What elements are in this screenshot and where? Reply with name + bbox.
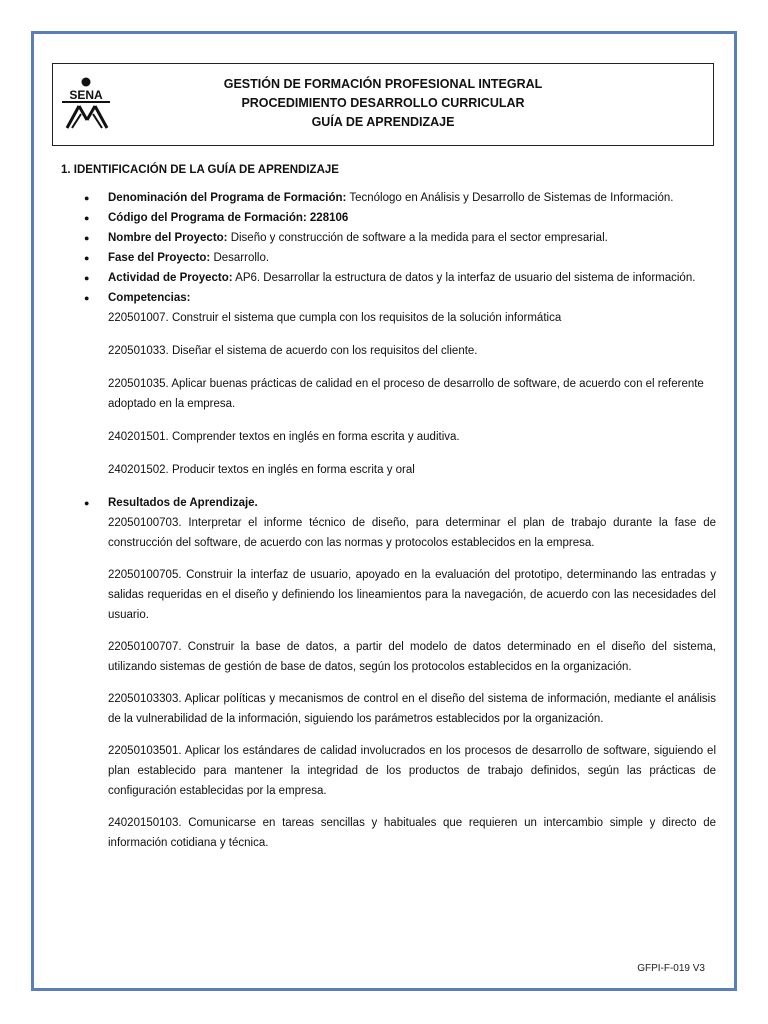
resultado-item: 22050100705. Construir la interfaz de usuario, apoyado en la evaluación del prototipo, determinando las entradas y salidas requeridas en el diseño y definiendo los lineamientos para la navegación, de acuerdo con las necesidades del usuario. <box>108 569 716 621</box>
resultado-item: 22050100703. Interpretar el informe técnico de diseño, para determinar el plan de trabajo durante la fase de construcción del software, de acuerdo con las normas y protocolos establecidos en la empresa. <box>108 517 716 549</box>
resultado-item: 22050103303. Aplicar políticas y mecanismos de control en el diseño del sistema de información, mediante el análisis de la vulnerabilidad de la información, siguiendo los parámetros establecidos por la organización. <box>108 693 716 725</box>
list-item-resultados: ● Resultados de Aprendizaje. <box>61 493 716 513</box>
list-item-codigo: ● Código del Programa de Formación: 228106 <box>61 208 716 228</box>
guide-content <box>61 160 716 865</box>
resultado-item: 24020150103. Comunicarse en tareas sencillas y habituales que requieren un intercambio simple y directo de información cotidiana y técnica. <box>108 817 716 849</box>
logo-text: SENA <box>69 88 103 102</box>
header-line-3: GUÍA DE APRENDIZAJE <box>311 115 455 129</box>
competencia-item: 240201501. Comprender textos en inglés en forma escrita y auditiva. <box>108 431 460 443</box>
identification-list <box>61 188 716 308</box>
list-item-actividad: ● Actividad de Proyecto: AP6. Desarrollar la estructura de datos y la interfaz de usuario del sistema de información. <box>61 268 716 288</box>
list-item-denominacion: ● Denominación del Programa de Formación: Tecnólogo en Análisis y Desarrollo de Sistemas de Información. <box>61 188 716 208</box>
header-line-2: PROCEDIMIENTO DESARROLLO CURRICULAR <box>241 96 525 110</box>
competencia-item: 220501035. Aplicar buenas prácticas de calidad en el proceso de desarrollo de software, de acuerdo con el referente adoptado en la empresa. <box>108 378 704 410</box>
section-title: 1. IDENTIFICACIÓN DE LA GUÍA DE APRENDIZAJE <box>61 164 339 176</box>
resultados-list <box>61 493 716 513</box>
competencia-item: 240201502. Producir textos en inglés en forma escrita y oral <box>108 464 415 476</box>
competencia-item: 220501033. Diseñar el sistema de acuerdo con los requisitos del cliente. <box>108 345 478 357</box>
document-header <box>52 63 714 146</box>
form-code: GFPI-F-019 V3 <box>637 963 705 974</box>
list-item-competencias: ● Competencias: <box>61 288 716 308</box>
competencia-item: 220501007. Construir el sistema que cumpla con los requisitos de la solución informática <box>108 312 562 324</box>
header-line-1: GESTIÓN DE FORMACIÓN PROFESIONAL INTEGRAL <box>223 77 543 91</box>
resultado-item: 22050100707. Construir la base de datos, a partir del modelo de datos determinado en el diseño del sistema, utilizando sistemas de gestión de base de datos, según los protocolos establecidos en la organización. <box>108 641 716 673</box>
list-item-fase: ● Fase del Proyecto: Desarrollo. <box>61 248 716 268</box>
resultado-item: 22050103501. Aplicar los estándares de calidad involucrados en los procesos de desarrollo de software, siguiendo el plan establecido para mantener la integridad de los productos de trabajo definidos, según las prácticas de configuración establecidas por la empresa. <box>108 745 716 797</box>
list-item-proyecto: ● Nombre del Proyecto: Diseño y construcción de software a la medida para el sector empresarial. <box>61 228 716 248</box>
